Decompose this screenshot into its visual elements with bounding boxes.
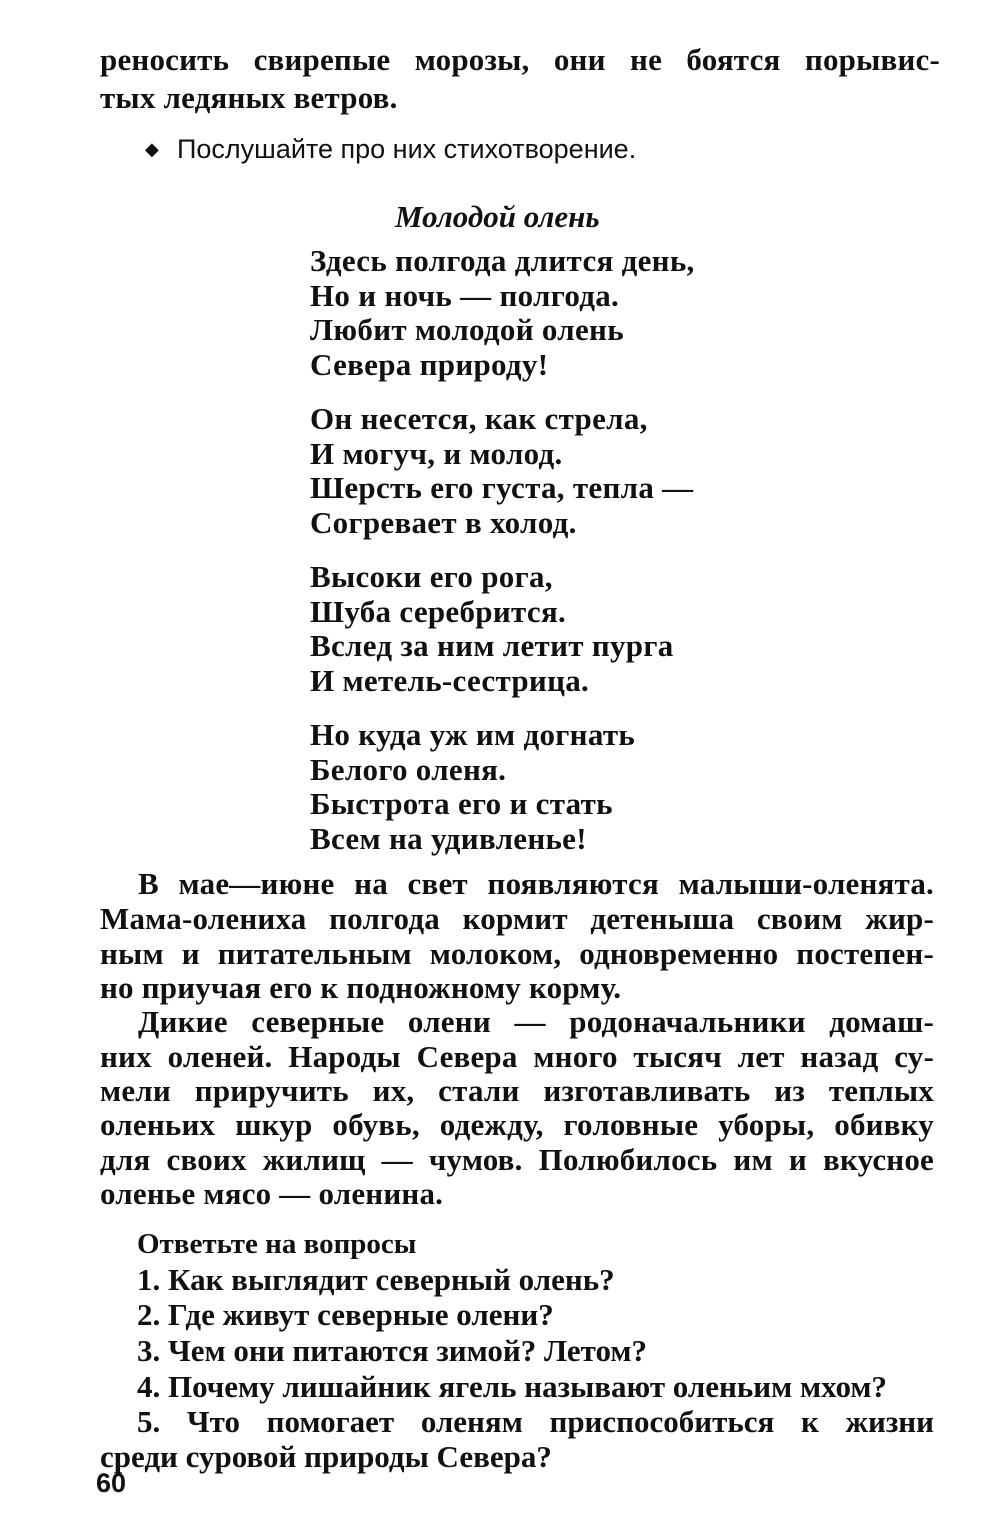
poem-verse: Севера природу! [310, 346, 549, 382]
questions-heading: Ответьте на вопросы [137, 1228, 417, 1260]
paragraph-line: ным и питательным молоком, одновременно постепен- [100, 936, 934, 971]
page-number: 60 [96, 1468, 127, 1498]
paragraph-line: Мама-олениха полгода кормит детеныша своим жир- [100, 901, 934, 936]
paragraph-line: Дикие северные олени — родоначальники домаш- [138, 1004, 934, 1039]
question-item: 1. Как выглядит северный олень? [137, 1262, 615, 1297]
question-continuation: среди суровой природы Севера? [100, 1439, 552, 1474]
poem-verse: Высоки его рога, [310, 559, 553, 594]
poem-verse: Белого оленя. [310, 751, 507, 787]
paragraph-line: них оленей. Народы Севера много тысяч лет назад су- [100, 1039, 934, 1074]
diamond-bullet-icon: ◆ [145, 139, 159, 159]
poem-verse: Любит молодой олень [310, 312, 624, 347]
paragraph-line: мели приручить их, стали изготавливать из теплых [100, 1073, 934, 1108]
paragraph-line: В мае—июне на свет появляются малыши-оленята. [138, 866, 934, 901]
question-item: 2. Где живут северные олени? [137, 1297, 554, 1332]
instruction [145, 132, 636, 166]
paragraph-line: оленье мясо — оленина. [100, 1176, 444, 1211]
poem-verse: Шуба серебрится. [310, 593, 567, 629]
poem-verse: И могуч, и молод. [310, 435, 563, 471]
question-item: 4. Почему лишайник ягель называют оленьим мхом? [137, 1369, 887, 1404]
poem-verse: Вслед за ним летит пурга [310, 628, 674, 663]
paragraph-line: но приучая его к подножному корму. [100, 970, 622, 1005]
instruction-text: Послушайте про них стихотворение. [177, 134, 637, 164]
poem-stanza [310, 560, 695, 698]
poem-verse: Он несется, как стрела, [310, 401, 648, 436]
poem-verse: Согревает в холод. [310, 504, 577, 540]
intro-line: реносить свирепые морозы, они не боятся порывис- [100, 42, 940, 77]
question-item: 5. Что помогает оленям приспособиться к жизни [137, 1404, 934, 1439]
poem-stanza [310, 244, 695, 382]
poem-verse: Всем на удивленье! [310, 820, 587, 856]
poem-title: Молодой олень [395, 199, 600, 234]
poem-stanza [310, 402, 695, 540]
poem-verse: Быстрота его и стать [310, 786, 613, 821]
poem-verse: Шерсть его густа, тепла — [310, 470, 694, 505]
poem-verse: Но куда уж им догнать [310, 717, 636, 752]
poem-verse: Здесь полгода длится день, [310, 243, 695, 278]
poem-verse: Но и ночь — полгода. [310, 277, 620, 313]
question-item: 3. Чем они питаются зимой? Летом? [137, 1333, 647, 1368]
poem [310, 244, 695, 876]
poem-stanza [310, 718, 695, 856]
paragraph-line: для своих жилищ — чумов. Полюбилось им и вкусное [100, 1142, 934, 1177]
intro-line: тых ледяных ветров. [100, 80, 398, 115]
poem-verse: И метель-сестрица. [310, 662, 590, 698]
paragraph-line: оленьих шкур обувь, одежду, головные уборы, обивку [100, 1107, 934, 1142]
